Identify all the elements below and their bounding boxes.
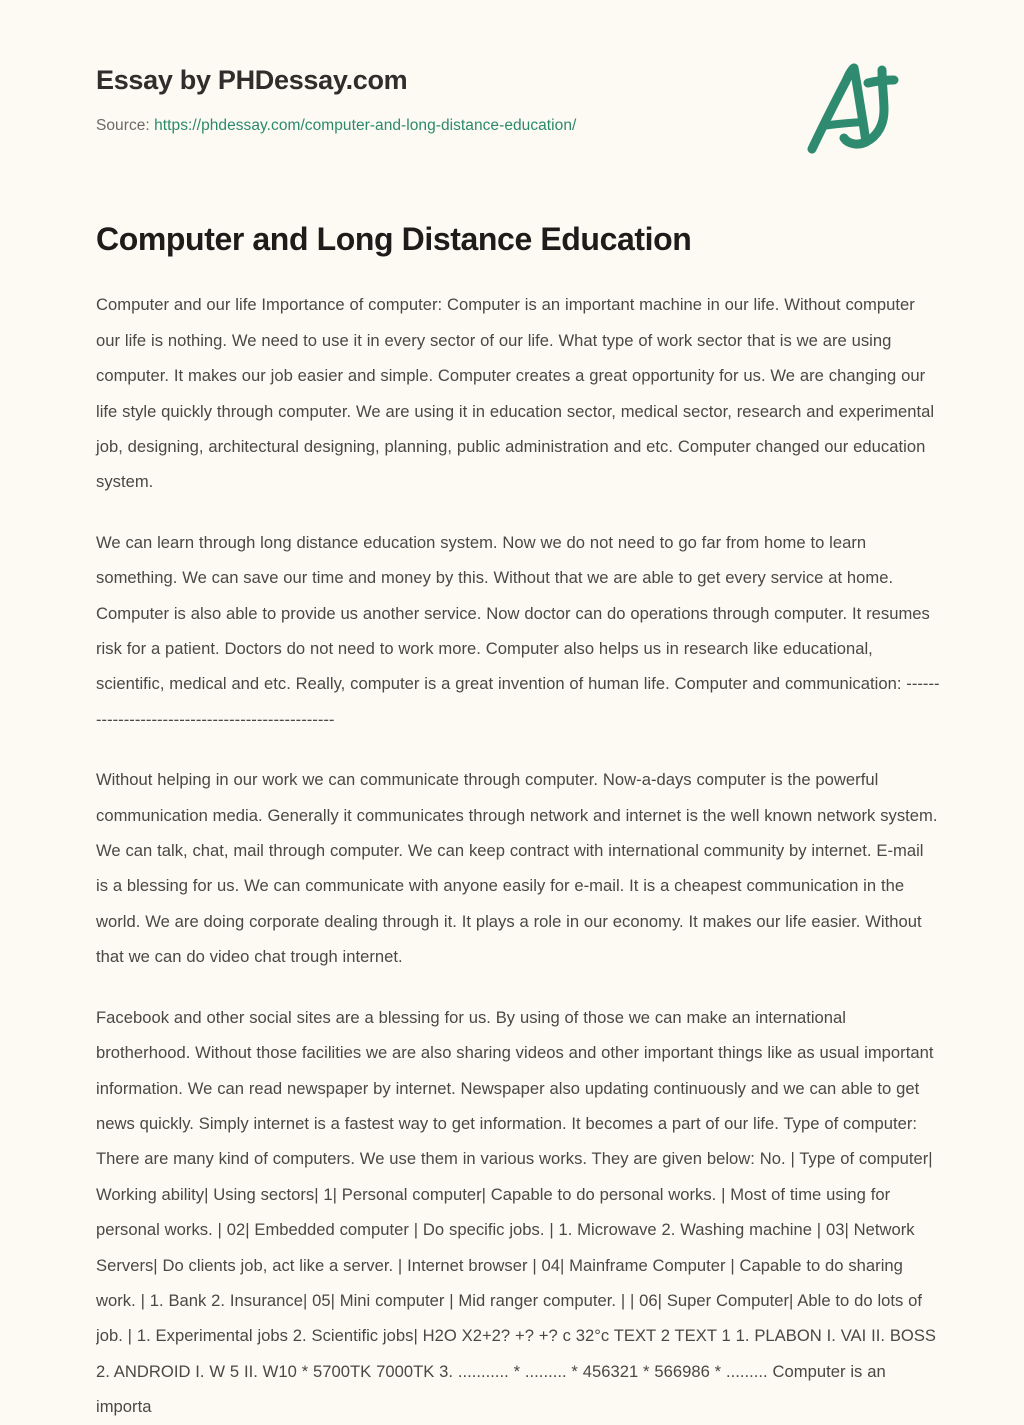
source-line [96,117,576,135]
phdessay-a-plus-logo-icon [796,56,916,162]
paragraph-4: Facebook and other social sites are a blessing for us. By using of those we can make an international brotherhood. Without those facilities we are also sharing videos and other important things like as usual important information. We can read newspaper by internet. Newspaper also updating continuously and we can able to get news quickly. Simply internet is a fastest way to get information. It becomes a part of our life. Type of computer: There are many kind of computers. We use them in various works. They are given below: No. | Type of computer| Working ability| Using sectors| 1| Personal computer| Capable to do personal works. | Most of time using for personal works. | 02| Embedded computer | Do specific jobs. | 1. Microwave 2. Washing machine | 03| Network Servers| Do clients job, act like a server. | Internet browser | 04| Mainframe Computer | Capable to do sharing work. | 1. Bank 2. Insurance| 05| Mini computer | Mid ranger computer. | | 06| Super Computer| Able to do lots of job. | 1. Experimental jobs 2. Scientific jobs| H2O X2+2? +? +? c 32°c TEXT 2 TEXT 1 1. PLABON I. VAI II. BOSS 2. ANDROID I. W 5 II. W10 * 5700TK 7000TK 3. ........... * ......... * 456321 * 566986 * ......... Computer is an importa [96,1007,937,1417]
brand-title: Essay by PHDessay.com [96,65,408,95]
paragraph-3: Without helping in our work we can communicate through computer. Now-a-days computer is the powerful communication media. Generally it communicates through network and internet is the well known network system. We can talk, chat, mail through computer. We can keep contract with international community by internet. E-mail is a blessing for us. We can communicate with anyone easily for e-mail. It is a cheapest communication in the world. We are doing corporate dealing through it. It plays a role in our economy. It makes our life easier. Without that we can do video chat trough internet. [96,770,938,967]
source-url-link[interactable]: https://phdessay.com/computer-and-long-distance-education/ [154,116,577,134]
header-left [96,62,576,135]
paragraph-1: Computer and our life Importance of computer: Computer is an important machine in our life. Without computer our life is nothing. We need to use it in every sector of our life. What type of work sector that is we are using computer. It makes our job easier and simple. Computer creates a great opportunity for us. We are changing our life style quickly through computer. We are using it in education sector, medical sector, research and experimental job, designing, architectural designing, planning, public administration and etc. Computer changed our education system. [96,295,935,492]
page-header [0,0,1024,162]
paragraph-2: We can learn through long distance education system. Now we do not need to go far from home to learn something. We can save our time and money by this. Without that we are able to get every service at home. Computer is also able to provide us another service. Now doctor can do operations through computer. It resumes risk for a patient. Doctors do not need to work more. Computer also helps us in research like educational, scientific, medical and etc. Really, computer is a great invention of human life. Computer and communication: ------------------------------------------------- [96,532,940,729]
page-title: Computer and Long Distance Education [96,221,692,257]
source-label: Source: [96,116,150,134]
article-body [0,258,1024,1424]
